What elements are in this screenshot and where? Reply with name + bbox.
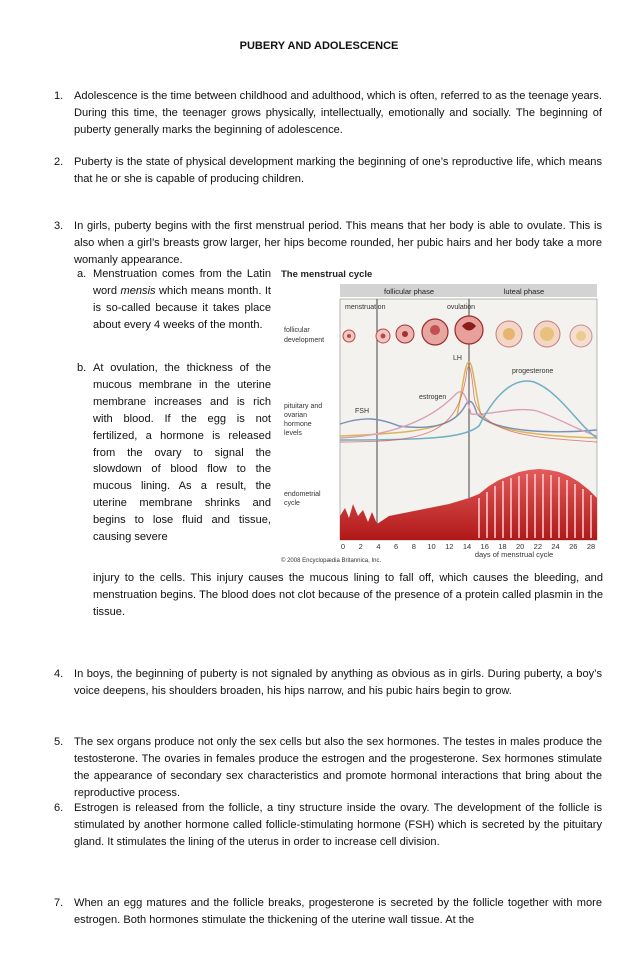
item-number: 3. <box>54 220 64 232</box>
day-tick-label: 0 <box>340 542 346 551</box>
sub-item-text: Menstruation comes from the Latin word mensis which means month. It is so-called because it takes place about every 4 weeks of the month. <box>93 268 271 331</box>
sub-item-b <box>77 360 271 546</box>
estrogen-label: estrogen <box>419 394 447 401</box>
item-number: 5. <box>54 736 64 748</box>
phase-luteal-label: luteal phase <box>503 287 545 296</box>
endometrial-label-1: endometrial <box>284 491 321 498</box>
menstruation-label: menstruation <box>345 304 386 311</box>
list-item-5 <box>54 734 602 802</box>
sub-item-label: b. <box>77 362 87 374</box>
progesterone-label: progesterone <box>512 368 554 375</box>
item-text: Adolescence is the time between childhood and adulthood, which is often, referred to as the teenage years. During this time, the teenager grows physically, intellectually, emotionally and socially. The beginning of puberty generally marks the beginning of adolescence. <box>74 90 602 136</box>
sub-item-text: At ovulation, the thickness of the mucous membrane in the uterine membrane increases and is rich with blood. If the egg is not fertilized, a hormone is released from the ovary to signal the slowdown of blood flow to the mucous lining. As a result, the uterine membrane shrinks and begins to lose fluid and tissue, causing severe <box>93 362 271 544</box>
item-text: Estrogen is released from the follicle, a tiny structure inside the ovary. The development of the follicle is stimulated by another hormone called follicle-stimulating hormone (FSH) which is secreted by the pituitary gland. It stimulates the lining of the uterus in order to increase cell division. <box>74 802 602 848</box>
day-tick-label: 12 <box>445 542 454 551</box>
day-tick-label: 16 <box>480 542 489 551</box>
sub-item-b-continued: injury to the cells. This injury causes the mucous lining to fall off, which causes the bleeding, and menstruation begins. The blood does not clot because of the presence of a protein called plasmin in the tissue. <box>93 572 603 618</box>
sub-item-label: a. <box>77 268 87 280</box>
item-text: Puberty is the state of physical development marking the beginning of one’s reproductive life, which means that he or she is capable of producing children. <box>74 156 602 185</box>
pituitary-label-4: levels <box>284 430 302 437</box>
list-item-6 <box>54 800 602 851</box>
endometrial-label-2: cycle <box>284 500 300 507</box>
item-number: 7. <box>54 897 64 909</box>
fsh-label: FSH <box>355 408 369 415</box>
copyright-text: © 2008 Encyclopædia Britannica, Inc. <box>281 558 382 564</box>
item-number: 1. <box>54 90 64 102</box>
item-number: 2. <box>54 156 64 168</box>
ovulation-label: ovulation <box>447 304 476 311</box>
item-text: In girls, puberty begins with the first menstrual period. This means that her body is able to ovulate. This is also when a girl’s breasts grow larger, her hips become rounded, her pubic hairs and her body take a more womanly appearance. <box>74 220 602 266</box>
item-number: 6. <box>54 802 64 814</box>
axis-label: days of menstrual cycle <box>474 550 554 559</box>
day-tick-label: 24 <box>551 542 560 551</box>
pituitary-label-1: pituitary and <box>284 403 323 410</box>
list-item-1 <box>54 88 602 139</box>
day-tick-label: 10 <box>427 542 436 551</box>
pituitary-label-2: ovarian <box>284 412 307 419</box>
phase-follicular-label: follicular phase <box>383 287 435 296</box>
day-tick-label: 26 <box>569 542 578 551</box>
day-tick-label: 14 <box>462 542 472 551</box>
list-item-2 <box>54 154 602 188</box>
phase-band <box>340 284 597 297</box>
list-item-3 <box>54 218 602 269</box>
sub-item-a <box>77 266 271 334</box>
day-tick-label: 4 <box>376 542 381 551</box>
item-number: 4. <box>54 668 64 680</box>
item-text: The sex organs produce not only the sex cells but also the sex hormones. The testes in males produce the testosterone. The ovaries in females produce the estrogen and the progesterone. Sex hormones stimulate the appearance of secondary sex characteristics and promote hormonal interactions that bring about the reproductive process. <box>74 736 602 799</box>
follicular-dev-label-1: follicular <box>284 327 310 334</box>
page-title: PUBERY AND ADOLESCENCE <box>239 40 399 52</box>
day-tick-label: 28 <box>586 542 596 551</box>
figure-title: The menstrual cycle <box>281 269 373 280</box>
day-tick-label: 22 <box>533 542 543 551</box>
item-text: In boys, the beginning of puberty is not signaled by anything as obvious as in girls. During puberty, a boy’s voice deepens, his shoulders broaden, his hips narrow, and his pubic hairs begin to grow. <box>74 668 602 697</box>
lh-label: LH <box>453 355 462 362</box>
list-item-4 <box>54 666 602 700</box>
item-text: When an egg matures and the follicle breaks, progesterone is secreted by the follicle together with more estrogen. Both hormones stimulate the thickening of the uterine wall tissue. At the <box>74 897 602 926</box>
day-tick-label: 20 <box>515 542 525 551</box>
list-item-7 <box>54 895 602 929</box>
day-tick-label: 8 <box>411 542 416 551</box>
day-tick-label: 2 <box>358 542 363 551</box>
day-tick-label: 6 <box>394 542 399 551</box>
menstrual-cycle-figure <box>279 266 601 566</box>
day-tick-label: 18 <box>498 542 507 551</box>
day-axis <box>341 542 595 551</box>
follicular-dev-label-2: development <box>284 337 325 344</box>
pituitary-label-3: hormone <box>284 421 312 428</box>
